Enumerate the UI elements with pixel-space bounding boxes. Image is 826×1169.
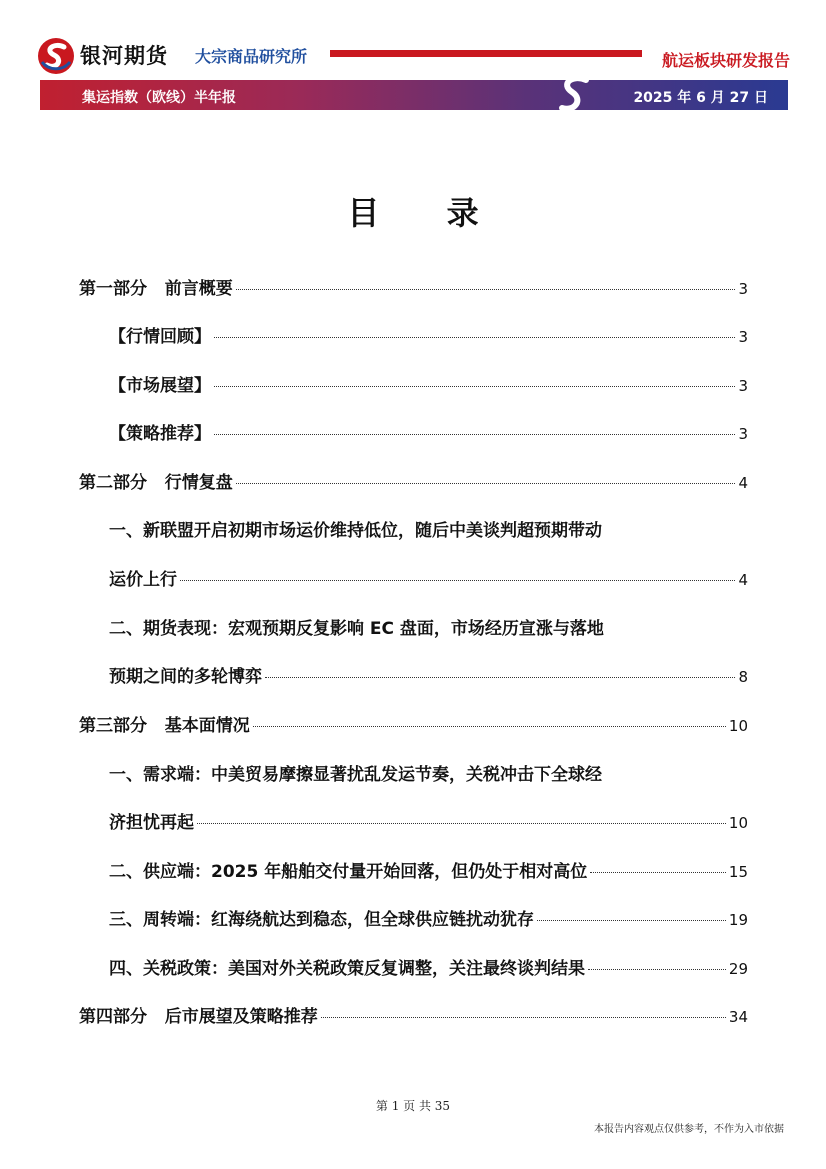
toc-page-number: 10 <box>728 717 748 735</box>
leader-dots <box>214 386 735 387</box>
report-title: 集运指数（欧线）半年报 <box>82 90 236 106</box>
toc-entry[interactable] <box>79 711 748 736</box>
leader-dots <box>537 920 726 921</box>
toc-page-number: 10 <box>728 814 748 832</box>
toc-entry[interactable] <box>109 662 748 687</box>
galaxy-logo-icon <box>36 36 76 76</box>
toc-page-number: 29 <box>728 960 748 978</box>
toc-title: 目 录 <box>347 194 507 232</box>
disclaimer: 本报告内容观点仅供参考，不作为入市依据 <box>594 1124 784 1135</box>
toc-entry-text: 济担忧再起 <box>109 813 194 833</box>
toc-entry[interactable] <box>109 808 748 833</box>
toc-entry-text: 第二部分 行情复盘 <box>79 473 233 493</box>
page-counter: 第 1 页 共 35 <box>375 1099 451 1113</box>
toc-entry[interactable] <box>109 371 748 396</box>
toc-entry-text: 预期之间的多轮博弈 <box>109 667 262 687</box>
toc-entry-text: 三、周转端：红海绕航达到稳态，但全球供应链扰动犹存 <box>109 910 534 930</box>
leader-dots <box>214 337 735 338</box>
toc-page-number: 3 <box>738 377 748 395</box>
toc-entry-text: 【市场展望】 <box>109 376 211 396</box>
toc-entry[interactable] <box>109 565 748 590</box>
toc-entry[interactable] <box>79 1002 748 1027</box>
leader-dots <box>214 434 735 435</box>
toc-page-number: 8 <box>738 668 748 686</box>
toc-entry-text-line1[interactable]: 一、需求端：中美贸易摩擦显著扰乱发运节奏，关税冲击下全球经 <box>109 765 602 785</box>
toc-entry-text: 【行情回顾】 <box>109 327 211 347</box>
toc-page-number: 4 <box>738 571 748 589</box>
toc-entry[interactable] <box>109 905 748 930</box>
leader-dots <box>590 872 726 873</box>
toc-entry-text: 第三部分 基本面情况 <box>79 716 250 736</box>
toc-entry-text: 二、供应端：2025 年船舶交付量开始回落，但仍处于相对高位 <box>109 862 588 882</box>
leader-dots <box>236 483 736 484</box>
toc-page-number: 3 <box>738 280 748 298</box>
leader-dots <box>588 969 726 970</box>
toc-entry[interactable] <box>109 857 748 882</box>
toc-entry-text: 【策略推荐】 <box>109 424 211 444</box>
toc-page-number: 19 <box>728 911 748 929</box>
toc-entry[interactable] <box>109 322 748 347</box>
toc-entry-text: 第四部分 后市展望及策略推荐 <box>79 1007 318 1027</box>
toc-entry-text-line1[interactable]: 二、期货表现：宏观预期反复影响 EC 盘面，市场经历宣涨与落地 <box>109 619 604 639</box>
leader-dots <box>236 289 736 290</box>
swoosh-icon <box>556 74 592 114</box>
leader-dots <box>180 580 735 581</box>
toc-entry[interactable] <box>79 274 748 299</box>
toc-entry[interactable] <box>79 468 748 493</box>
toc-page-number: 4 <box>738 474 748 492</box>
leader-dots <box>197 823 726 824</box>
report-date: 2025 年 6 月 27 日 <box>633 90 768 106</box>
toc-page-number: 3 <box>738 328 748 346</box>
toc-entry-text: 四、关税政策：美国对外关税政策反复调整，关注最终谈判结果 <box>109 959 585 979</box>
brand-name: 银河期货 <box>80 44 168 68</box>
toc-page-number: 3 <box>738 425 748 443</box>
toc-entry-text: 第一部分 前言概要 <box>79 279 233 299</box>
toc-entry-text: 运价上行 <box>109 570 177 590</box>
toc-entry[interactable] <box>109 419 748 444</box>
toc-entry[interactable] <box>109 954 748 979</box>
toc-entry-text-line1[interactable]: 一、新联盟开启初期市场运价维持低位，随后中美谈判超预期带动 <box>109 521 602 541</box>
report-type: 航运板块研发报告 <box>661 51 790 70</box>
leader-dots <box>253 726 726 727</box>
leader-dots <box>265 677 735 678</box>
leader-dots <box>321 1017 726 1018</box>
institute-name: 大宗商品研究所 <box>195 47 308 66</box>
toc-page-number: 34 <box>728 1008 748 1026</box>
header-divider <box>330 50 642 57</box>
toc-page-number: 15 <box>728 863 748 881</box>
